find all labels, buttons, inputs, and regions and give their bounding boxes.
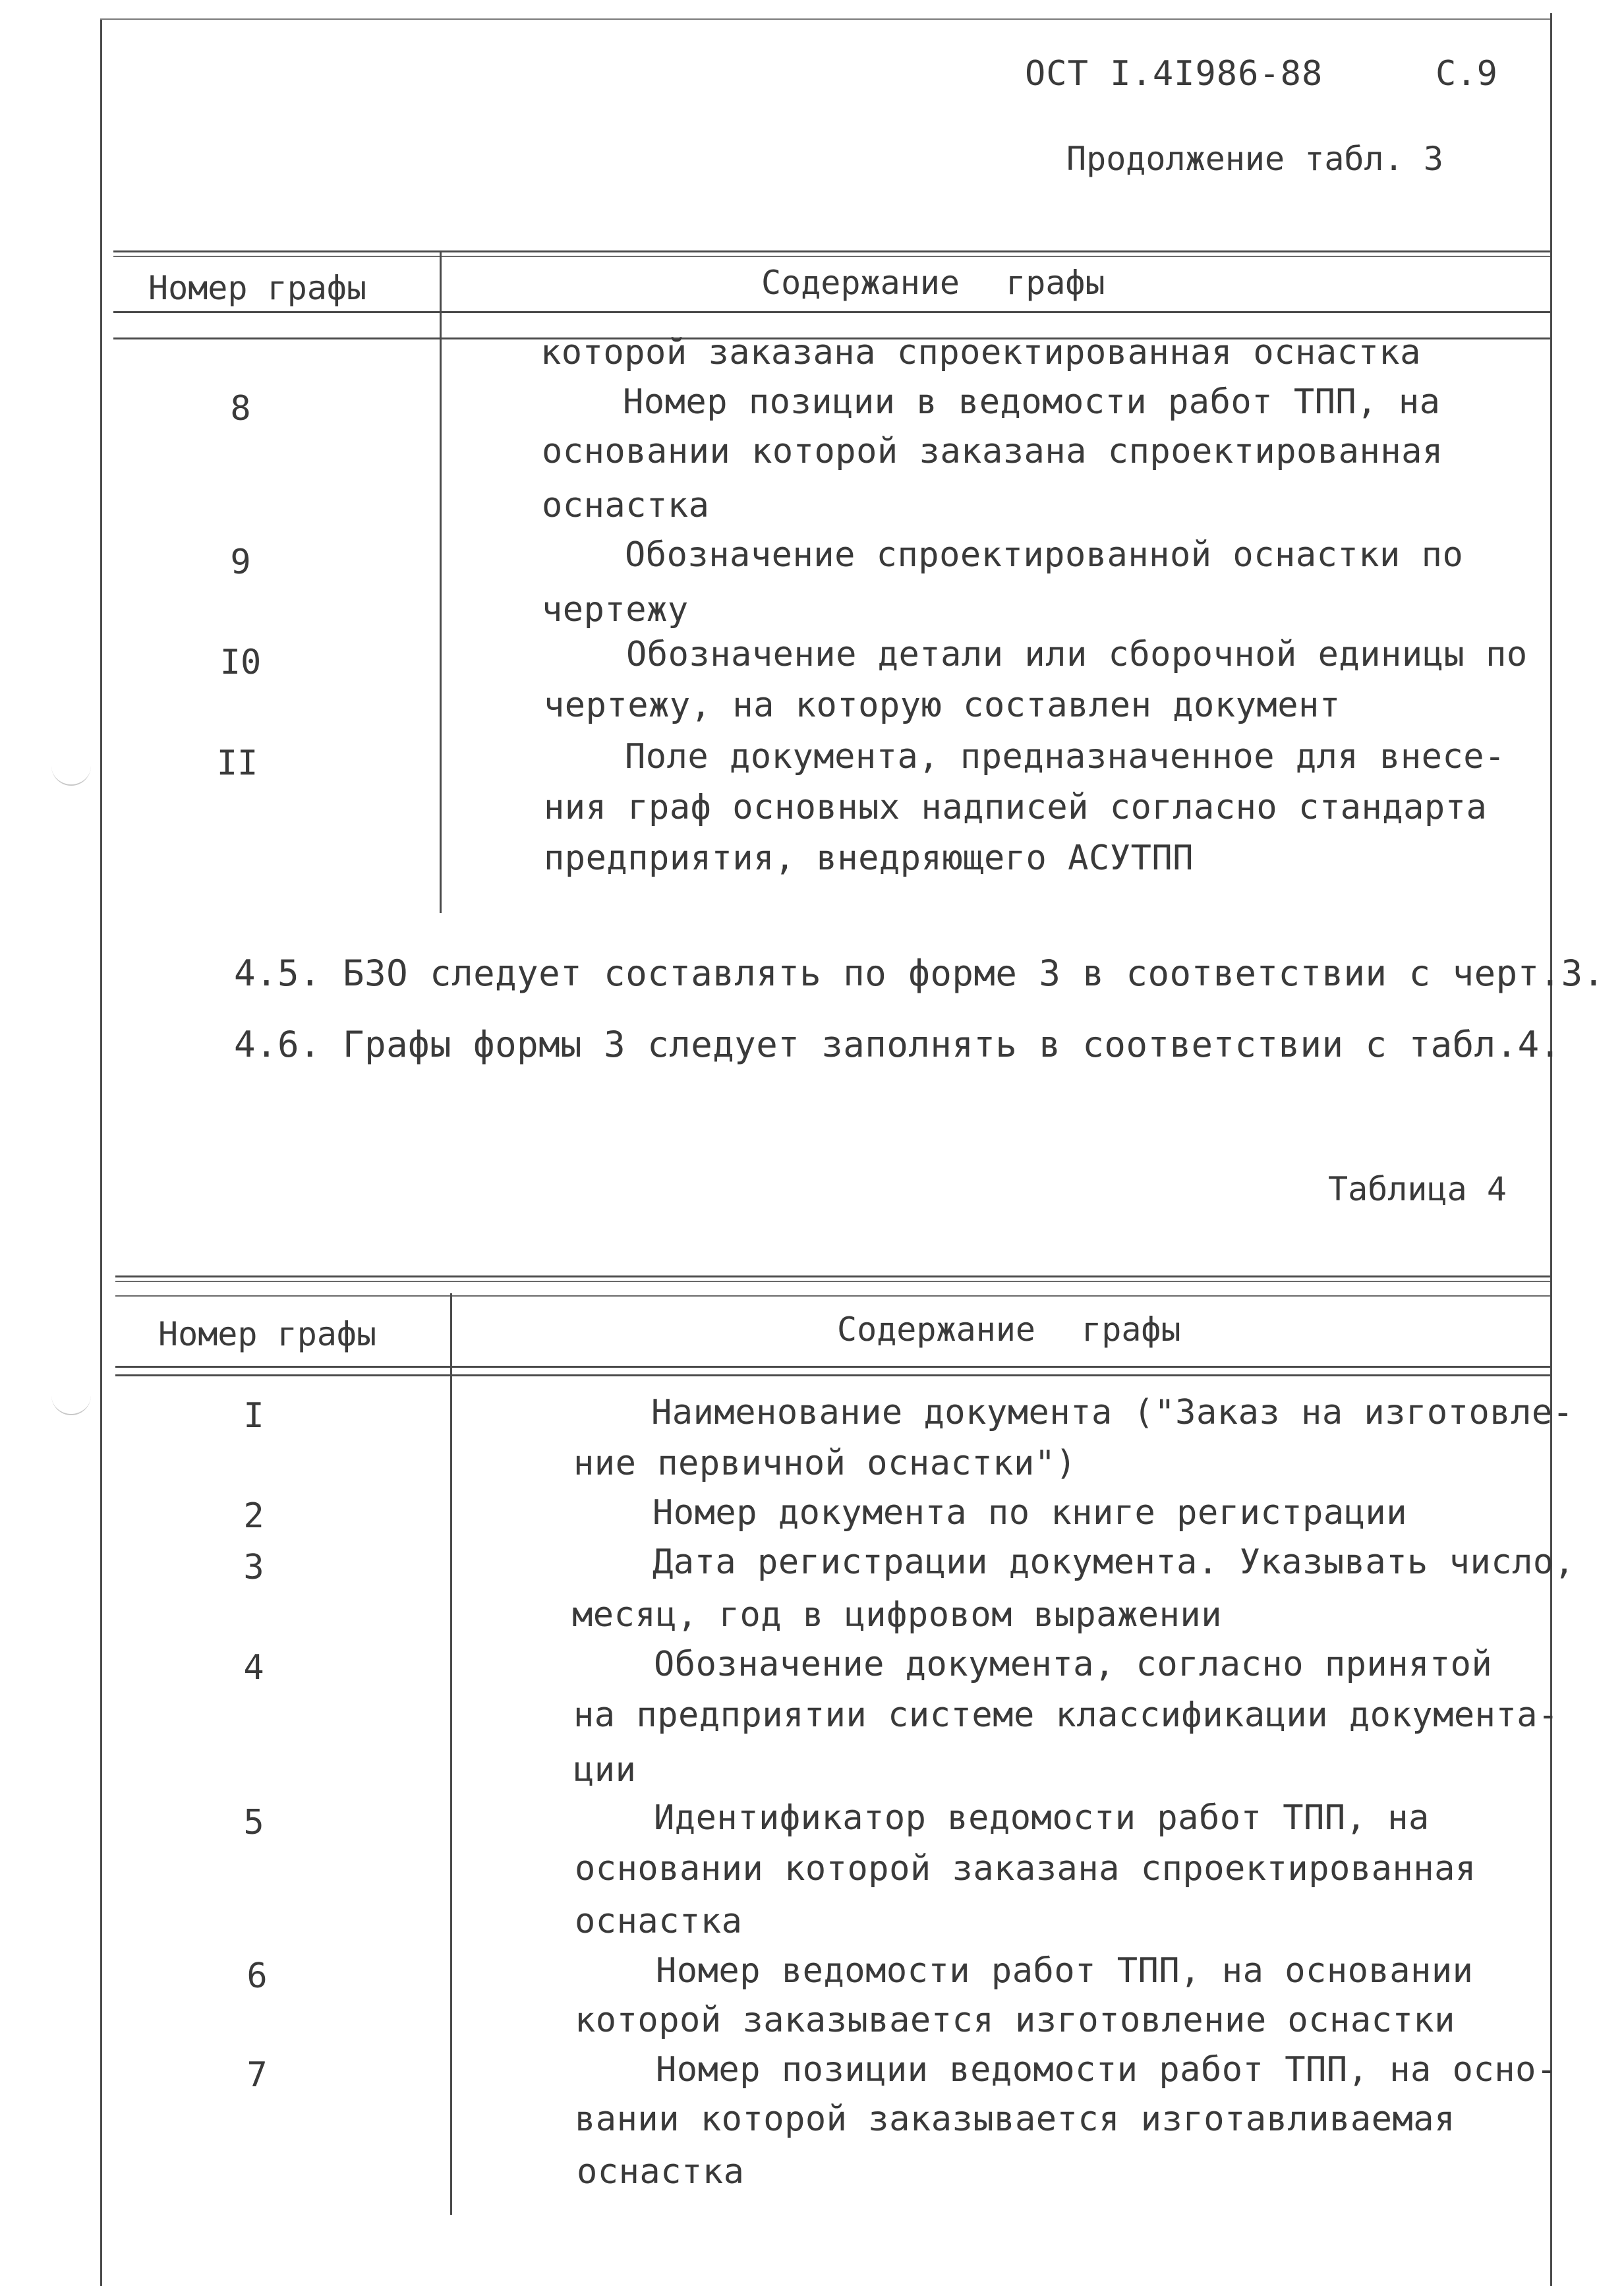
paragraph-4-5: 4.5. БЗО следует составлять по форме 3 в соответствии с черт.3.: [234, 952, 1605, 994]
row-text-line: Дата регистрации документа. Указывать число,: [652, 1542, 1575, 1582]
row-number: I: [243, 1396, 264, 1436]
row-text-line: оснастка: [577, 2152, 745, 2192]
column-header-number: Номер графы: [148, 269, 367, 307]
row-text-line: Обозначение спроектированной оснастки по: [625, 535, 1464, 575]
row-text-line: Идентификатор ведомости работ ТПП, на: [654, 1798, 1430, 1838]
header-divider-lower: [115, 1374, 1550, 1376]
column-divider: [450, 1293, 452, 2215]
column-divider: [440, 250, 442, 913]
document-code: ОСТ I.4I986-88: [1025, 54, 1323, 94]
row-text-line: месяц, год в цифровом выражении: [572, 1595, 1223, 1635]
punch-hole-mark: [51, 1394, 91, 1415]
row-text-line: чертежу, на которую составлен документ: [544, 686, 1341, 725]
row-number: 6: [246, 1956, 268, 1996]
row-number: 8: [230, 389, 251, 428]
table-4-caption: Таблица 4: [1328, 1170, 1507, 1208]
row-number: II: [216, 744, 258, 783]
row-text-line: предприятия, внедряющего АСУТПП: [544, 838, 1194, 878]
row-text-line: чертежу: [542, 590, 689, 630]
row-text-line: Номер документа по книге регистрации: [652, 1493, 1408, 1533]
row-text-line: Номер позиции в ведомости работ ТПП, на: [623, 382, 1441, 422]
row-text-line: вании которой заказывается изготавливаемая: [575, 2099, 1455, 2139]
row-text-line: основании которой заказана спроектированная: [575, 1849, 1476, 1889]
row-text-line: ние первичной оснастки"): [573, 1444, 1077, 1483]
column-header-content: Содержание графы: [837, 1310, 1181, 1349]
row-number: 4: [243, 1648, 264, 1687]
frame-right-border: [1550, 13, 1552, 2286]
row-text-line: оснастка: [575, 1902, 743, 1941]
row-text-line: Номер позиции ведомости работ ТПП, на осно-: [656, 2050, 1557, 2090]
row-number: 7: [246, 2055, 268, 2095]
row-text-line: Номер ведомости работ ТПП, на основании: [656, 1951, 1474, 1991]
paragraph-4-6: 4.6. Графы формы 3 следует заполнять в соответствии с табл.4.: [234, 1024, 1561, 1065]
row-number: 3: [243, 1548, 264, 1587]
header-divider-upper: [115, 1366, 1550, 1368]
carry-over-line: которой заказана спроектированная оснастка: [540, 333, 1421, 372]
frame-left-border: [100, 20, 102, 2286]
frame-top-border: [100, 18, 1552, 20]
row-number: 5: [243, 1803, 264, 1842]
header-divider-upper: [113, 311, 1550, 313]
row-text-line: Обозначение детали или сборочной единицы по: [626, 635, 1528, 674]
row-number: 2: [243, 1496, 264, 1536]
table-top-rule: [115, 1275, 1550, 1277]
row-text-line: оснастка: [542, 486, 710, 525]
table-top-rule-lower: [115, 1295, 1550, 1297]
column-header-number: Номер графы: [158, 1315, 377, 1353]
row-number: I0: [219, 643, 262, 682]
row-text-line: которой заказывается изготовление оснастки: [575, 2001, 1455, 2040]
row-text-line: Поле документа, предназначенное для внесе-: [625, 737, 1505, 777]
column-header-content: Содержание графы: [761, 264, 1105, 302]
row-number: 9: [230, 542, 251, 582]
page-number: С.9: [1436, 54, 1497, 94]
table-top-rule-inner: [113, 256, 1550, 257]
table-continuation-caption: Продолжение табл. 3: [1066, 140, 1443, 178]
table-top-rule: [113, 250, 1550, 252]
row-text-line: ции: [573, 1750, 637, 1790]
row-text-line: на предприятии системе классификации документа-: [573, 1695, 1559, 1735]
row-text-line: Наименование документа ("Заказ на изготовле-: [651, 1393, 1574, 1432]
table-top-rule-inner: [115, 1281, 1550, 1282]
row-text-line: основании которой заказана спроектированная: [542, 432, 1443, 471]
row-text-line: ния граф основных надписей согласно стандарта: [544, 788, 1488, 827]
punch-hole-mark: [51, 765, 91, 786]
row-text-line: Обозначение документа, согласно принятой: [654, 1645, 1493, 1684]
